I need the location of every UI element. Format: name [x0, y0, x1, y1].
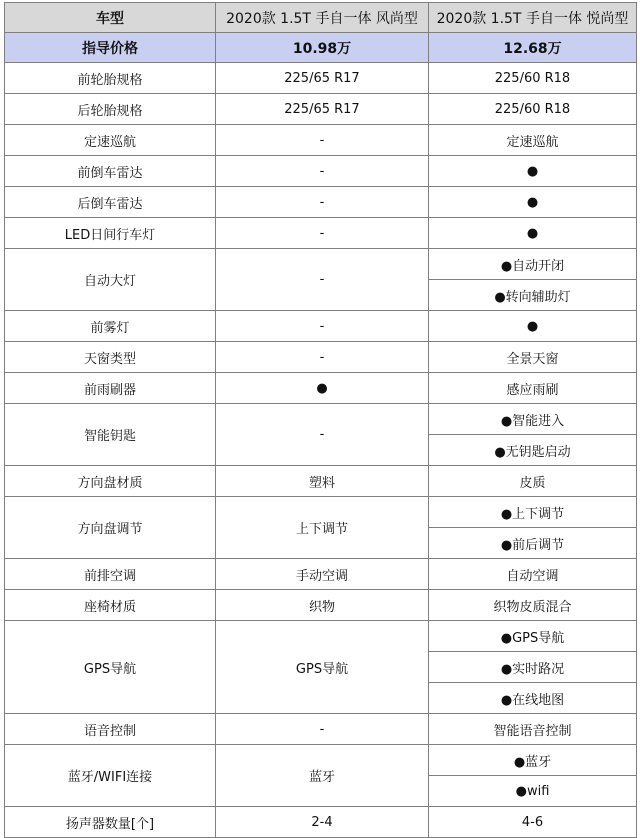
- spec-value-yueshang: ●: [429, 218, 637, 249]
- spec-value-fengshang: 织物: [216, 590, 429, 621]
- spec-value-fengshang: -: [216, 218, 429, 249]
- price-label: 指导价格: [5, 33, 216, 63]
- spec-label: 语音控制: [5, 714, 216, 745]
- spec-label: LED日间行车灯: [5, 218, 216, 249]
- spec-value-yueshang: ●: [429, 187, 637, 218]
- spec-value-fengshang: 手动空调: [216, 559, 429, 590]
- spec-value-fengshang: 上下调节: [216, 497, 429, 559]
- spec-label: 前雨刷器: [5, 373, 216, 404]
- spec-row: [5, 125, 637, 156]
- spec-value-fengshang: ●: [216, 373, 429, 404]
- spec-value-fengshang: -: [216, 249, 429, 311]
- spec-row: [5, 187, 637, 218]
- spec-value-yueshang: ●上下调节: [429, 497, 637, 528]
- spec-label: 方向盘调节: [5, 497, 216, 559]
- header-model-b: 2020款 1.5T 手自一体 悦尚型: [429, 3, 637, 33]
- spec-row: [5, 497, 637, 528]
- spec-value-fengshang: -: [216, 125, 429, 156]
- spec-label: 座椅材质: [5, 590, 216, 621]
- spec-label: GPS导航: [5, 621, 216, 714]
- spec-value-yueshang: ●无钥匙启动: [429, 435, 637, 466]
- spec-row: [5, 559, 637, 590]
- spec-value-fengshang: 塑料: [216, 466, 429, 497]
- spec-value-yueshang: ●在线地图: [429, 683, 637, 714]
- price-a: 10.98万: [216, 33, 429, 63]
- spec-value-yueshang: 定速巡航: [429, 125, 637, 156]
- header-label: 车型: [5, 3, 216, 33]
- spec-value-yueshang: ●wifi: [429, 776, 637, 807]
- spec-row: [5, 156, 637, 187]
- spec-value-fengshang: -: [216, 404, 429, 466]
- spec-value-yueshang: ●实时路况: [429, 652, 637, 683]
- spec-value-yueshang: 织物皮质混合: [429, 590, 637, 621]
- spec-label: 方向盘材质: [5, 466, 216, 497]
- spec-comparison-table: [4, 2, 637, 838]
- spec-row: [5, 404, 637, 435]
- spec-row: [5, 590, 637, 621]
- spec-label: 前排空调: [5, 559, 216, 590]
- spec-value-fengshang: -: [216, 342, 429, 373]
- spec-value-fengshang: -: [216, 156, 429, 187]
- spec-row: [5, 249, 637, 280]
- spec-label: 扬声器数量[个]: [5, 807, 216, 838]
- spec-value-yueshang: ●GPS导航: [429, 621, 637, 652]
- spec-row: [5, 311, 637, 342]
- spec-row: [5, 466, 637, 497]
- spec-value-fengshang: -: [216, 187, 429, 218]
- spec-label: 自动大灯: [5, 249, 216, 311]
- spec-value-yueshang: ●自动开闭: [429, 249, 637, 280]
- price-row: [5, 33, 637, 63]
- spec-value-yueshang: ●转向辅助灯: [429, 280, 637, 311]
- spec-row: [5, 94, 637, 125]
- spec-label: 蓝牙/WIFI连接: [5, 745, 216, 807]
- spec-label: 前雾灯: [5, 311, 216, 342]
- spec-row: [5, 218, 637, 249]
- spec-value-yueshang: ●: [429, 311, 637, 342]
- spec-row: [5, 807, 637, 838]
- spec-label: 前轮胎规格: [5, 63, 216, 94]
- spec-label: 天窗类型: [5, 342, 216, 373]
- spec-row: [5, 745, 637, 776]
- header-row: [5, 3, 637, 33]
- spec-row: [5, 714, 637, 745]
- spec-label: 智能钥匙: [5, 404, 216, 466]
- spec-label: 定速巡航: [5, 125, 216, 156]
- spec-value-fengshang: 2-4: [216, 807, 429, 838]
- spec-label: 后倒车雷达: [5, 187, 216, 218]
- spec-row: [5, 621, 637, 652]
- spec-row: [5, 373, 637, 404]
- spec-value-fengshang: 225/65 R17: [216, 94, 429, 125]
- spec-value-yueshang: ●蓝牙: [429, 745, 637, 776]
- spec-value-yueshang: ●前后调节: [429, 528, 637, 559]
- spec-value-yueshang: 智能语音控制: [429, 714, 637, 745]
- spec-value-yueshang: ●: [429, 156, 637, 187]
- spec-value-fengshang: 蓝牙: [216, 745, 429, 807]
- spec-row: [5, 63, 637, 94]
- spec-value-fengshang: GPS导航: [216, 621, 429, 714]
- spec-value-yueshang: 225/60 R18: [429, 63, 637, 94]
- spec-value-yueshang: 感应雨刷: [429, 373, 637, 404]
- spec-value-yueshang: 皮质: [429, 466, 637, 497]
- spec-value-yueshang: 225/60 R18: [429, 94, 637, 125]
- spec-value-yueshang: 4-6: [429, 807, 637, 838]
- spec-label: 前倒车雷达: [5, 156, 216, 187]
- spec-row: [5, 342, 637, 373]
- price-b: 12.68万: [429, 33, 637, 63]
- spec-label: 后轮胎规格: [5, 94, 216, 125]
- header-model-a: 2020款 1.5T 手自一体 风尚型: [216, 3, 429, 33]
- spec-value-yueshang: ●智能进入: [429, 404, 637, 435]
- spec-value-fengshang: -: [216, 714, 429, 745]
- spec-value-yueshang: 全景天窗: [429, 342, 637, 373]
- spec-value-yueshang: 自动空调: [429, 559, 637, 590]
- spec-value-fengshang: -: [216, 311, 429, 342]
- spec-value-fengshang: 225/65 R17: [216, 63, 429, 94]
